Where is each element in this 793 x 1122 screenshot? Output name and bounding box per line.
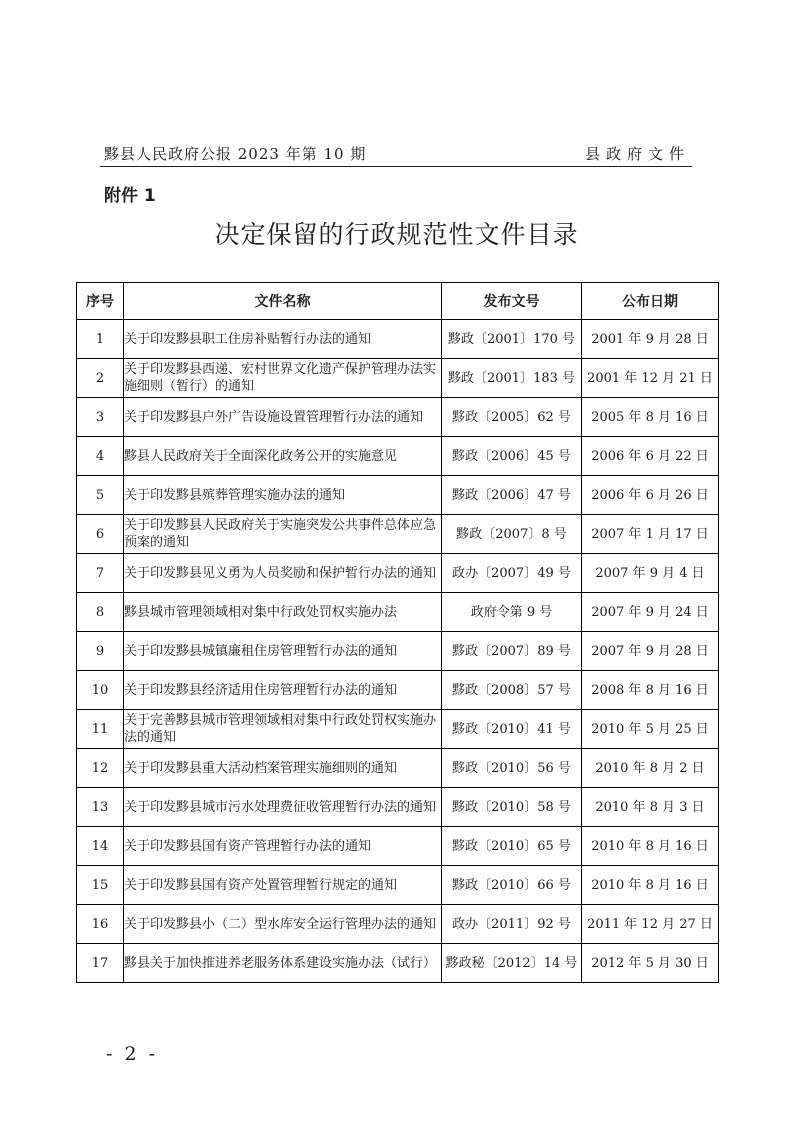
document-number-cell: 黟政秘〔2012〕14 号: [442, 944, 582, 983]
table-row: [77, 866, 719, 905]
document-number-cell: 黟政〔2005〕62 号: [442, 398, 582, 437]
row-number-cell: 8: [77, 593, 124, 632]
document-number-cell: 政办〔2007〕49 号: [442, 554, 582, 593]
document-name-cell: 黟县关于加快推进养老服务体系建设实施办法（试行）: [124, 944, 442, 983]
table-body: [77, 320, 719, 983]
table-row: [77, 554, 719, 593]
column-header-no: 序号: [77, 283, 124, 320]
publish-date-cell: 2010 年 8 月 2 日: [582, 749, 719, 788]
document-number-cell: 政府令第 9 号: [442, 593, 582, 632]
publish-date-cell: 2010 年 8 月 3 日: [582, 788, 719, 827]
table-row: [77, 398, 719, 437]
row-number-cell: 10: [77, 671, 124, 710]
publish-date-cell: 2012 年 5 月 30 日: [582, 944, 719, 983]
row-number-cell: 4: [77, 437, 124, 476]
row-number-cell: 5: [77, 476, 124, 515]
document-name-cell: 关于印发黟县殡葬管理实施办法的通知: [124, 476, 442, 515]
table-row: [77, 671, 719, 710]
table-row: [77, 905, 719, 944]
column-header-number: 发布文号: [442, 283, 582, 320]
table-row: [77, 359, 719, 398]
row-number-cell: 13: [77, 788, 124, 827]
row-number-cell: 3: [77, 398, 124, 437]
document-number-cell: 黟政〔2007〕8 号: [442, 515, 582, 554]
publish-date-cell: 2005 年 8 月 16 日: [582, 398, 719, 437]
row-number-cell: 17: [77, 944, 124, 983]
row-number-cell: 16: [77, 905, 124, 944]
section-label: 县政府文件: [584, 145, 690, 163]
publish-date-cell: 2001 年 12 月 21 日: [582, 359, 719, 398]
document-name-cell: 黟县人民政府关于全面深化政务公开的实施意见: [124, 437, 442, 476]
row-number-cell: 6: [77, 515, 124, 554]
row-number-cell: 11: [77, 710, 124, 749]
header-divider: [100, 166, 692, 167]
page-number: - 2 -: [106, 1043, 159, 1065]
document-number-cell: 政办〔2011〕92 号: [442, 905, 582, 944]
table-row: [77, 827, 719, 866]
document-name-cell: 关于完善黟县城市管理领域相对集中行政处罚权实施办法的通知: [124, 710, 442, 749]
column-header-name: 文件名称: [124, 283, 442, 320]
document-name-cell: 关于印发黟县经济适用住房管理暂行办法的通知: [124, 671, 442, 710]
document-name-cell: 关于印发黟县人民政府关于实施突发公共事件总体应急预案的通知: [124, 515, 442, 554]
attachment-label: 附件 1: [104, 186, 156, 206]
document-name-cell: 关于印发黟县西递、宏村世界文化遗产保护管理办法实施细则（暂行）的通知: [124, 359, 442, 398]
document-name-cell: 黟县城市管理领域相对集中行政处罚权实施办法: [124, 593, 442, 632]
document-name-cell: 关于印发黟县户外广告设施设置管理暂行办法的通知: [124, 398, 442, 437]
row-number-cell: 12: [77, 749, 124, 788]
publish-date-cell: 2011 年 12 月 27 日: [582, 905, 719, 944]
document-number-cell: 黟政〔2010〕66 号: [442, 866, 582, 905]
document-number-cell: 黟政〔2010〕41 号: [442, 710, 582, 749]
table-row: [77, 710, 719, 749]
publish-date-cell: 2001 年 9 月 28 日: [582, 320, 719, 359]
row-number-cell: 14: [77, 827, 124, 866]
table-row: [77, 437, 719, 476]
publish-date-cell: 2010 年 8 月 16 日: [582, 866, 719, 905]
row-number-cell: 15: [77, 866, 124, 905]
document-number-cell: 黟政〔2001〕170 号: [442, 320, 582, 359]
document-number-cell: 黟政〔2010〕58 号: [442, 788, 582, 827]
document-number-cell: 黟政〔2008〕57 号: [442, 671, 582, 710]
document-name-cell: 关于印发黟县重大活动档案管理实施细则的通知: [124, 749, 442, 788]
row-number-cell: 1: [77, 320, 124, 359]
document-name-cell: 关于印发黟县城镇廉租住房管理暂行办法的通知: [124, 632, 442, 671]
document-number-cell: 黟政〔2001〕183 号: [442, 359, 582, 398]
table-row: [77, 749, 719, 788]
page-title: 决定保留的行政规范性文件目录: [214, 220, 579, 249]
table-row: [77, 632, 719, 671]
document-number-cell: 黟政〔2010〕65 号: [442, 827, 582, 866]
publish-date-cell: 2010 年 8 月 16 日: [582, 827, 719, 866]
publish-date-cell: 2006 年 6 月 26 日: [582, 476, 719, 515]
publish-date-cell: 2007 年 1 月 17 日: [582, 515, 719, 554]
publish-date-cell: 2007 年 9 月 4 日: [582, 554, 719, 593]
table-row: [77, 944, 719, 983]
table-header-row: [77, 283, 719, 320]
table-row: [77, 476, 719, 515]
table-row: [77, 515, 719, 554]
document-catalog-table: [76, 282, 719, 983]
document-name-cell: 关于印发黟县城市污水处理费征收管理暂行办法的通知: [124, 788, 442, 827]
document-number-cell: 黟政〔2007〕89 号: [442, 632, 582, 671]
document-name-cell: 关于印发黟县国有资产管理暂行办法的通知: [124, 827, 442, 866]
document-number-cell: 黟政〔2010〕56 号: [442, 749, 582, 788]
table-row: [77, 593, 719, 632]
table-row: [77, 788, 719, 827]
page-header: [100, 140, 692, 164]
publish-date-cell: 2007 年 9 月 24 日: [582, 593, 719, 632]
table-row: [77, 320, 719, 359]
document-number-cell: 黟政〔2006〕45 号: [442, 437, 582, 476]
publish-date-cell: 2008 年 8 月 16 日: [582, 671, 719, 710]
publish-date-cell: 2007 年 9 月 28 日: [582, 632, 719, 671]
document-name-cell: 关于印发黟县职工住房补贴暂行办法的通知: [124, 320, 442, 359]
document-name-cell: 关于印发黟县小（二）型水库安全运行管理办法的通知: [124, 905, 442, 944]
row-number-cell: 2: [77, 359, 124, 398]
column-header-date: 公布日期: [582, 283, 719, 320]
document-name-cell: 关于印发黟县见义勇为人员奖励和保护暂行办法的通知: [124, 554, 442, 593]
publish-date-cell: 2010 年 5 月 25 日: [582, 710, 719, 749]
row-number-cell: 9: [77, 632, 124, 671]
gazette-issue-label: 黟县人民政府公报 2023 年第 10 期: [104, 145, 367, 163]
publish-date-cell: 2006 年 6 月 22 日: [582, 437, 719, 476]
row-number-cell: 7: [77, 554, 124, 593]
document-number-cell: 黟政〔2006〕47 号: [442, 476, 582, 515]
document-name-cell: 关于印发黟县国有资产处置管理暂行规定的通知: [124, 866, 442, 905]
